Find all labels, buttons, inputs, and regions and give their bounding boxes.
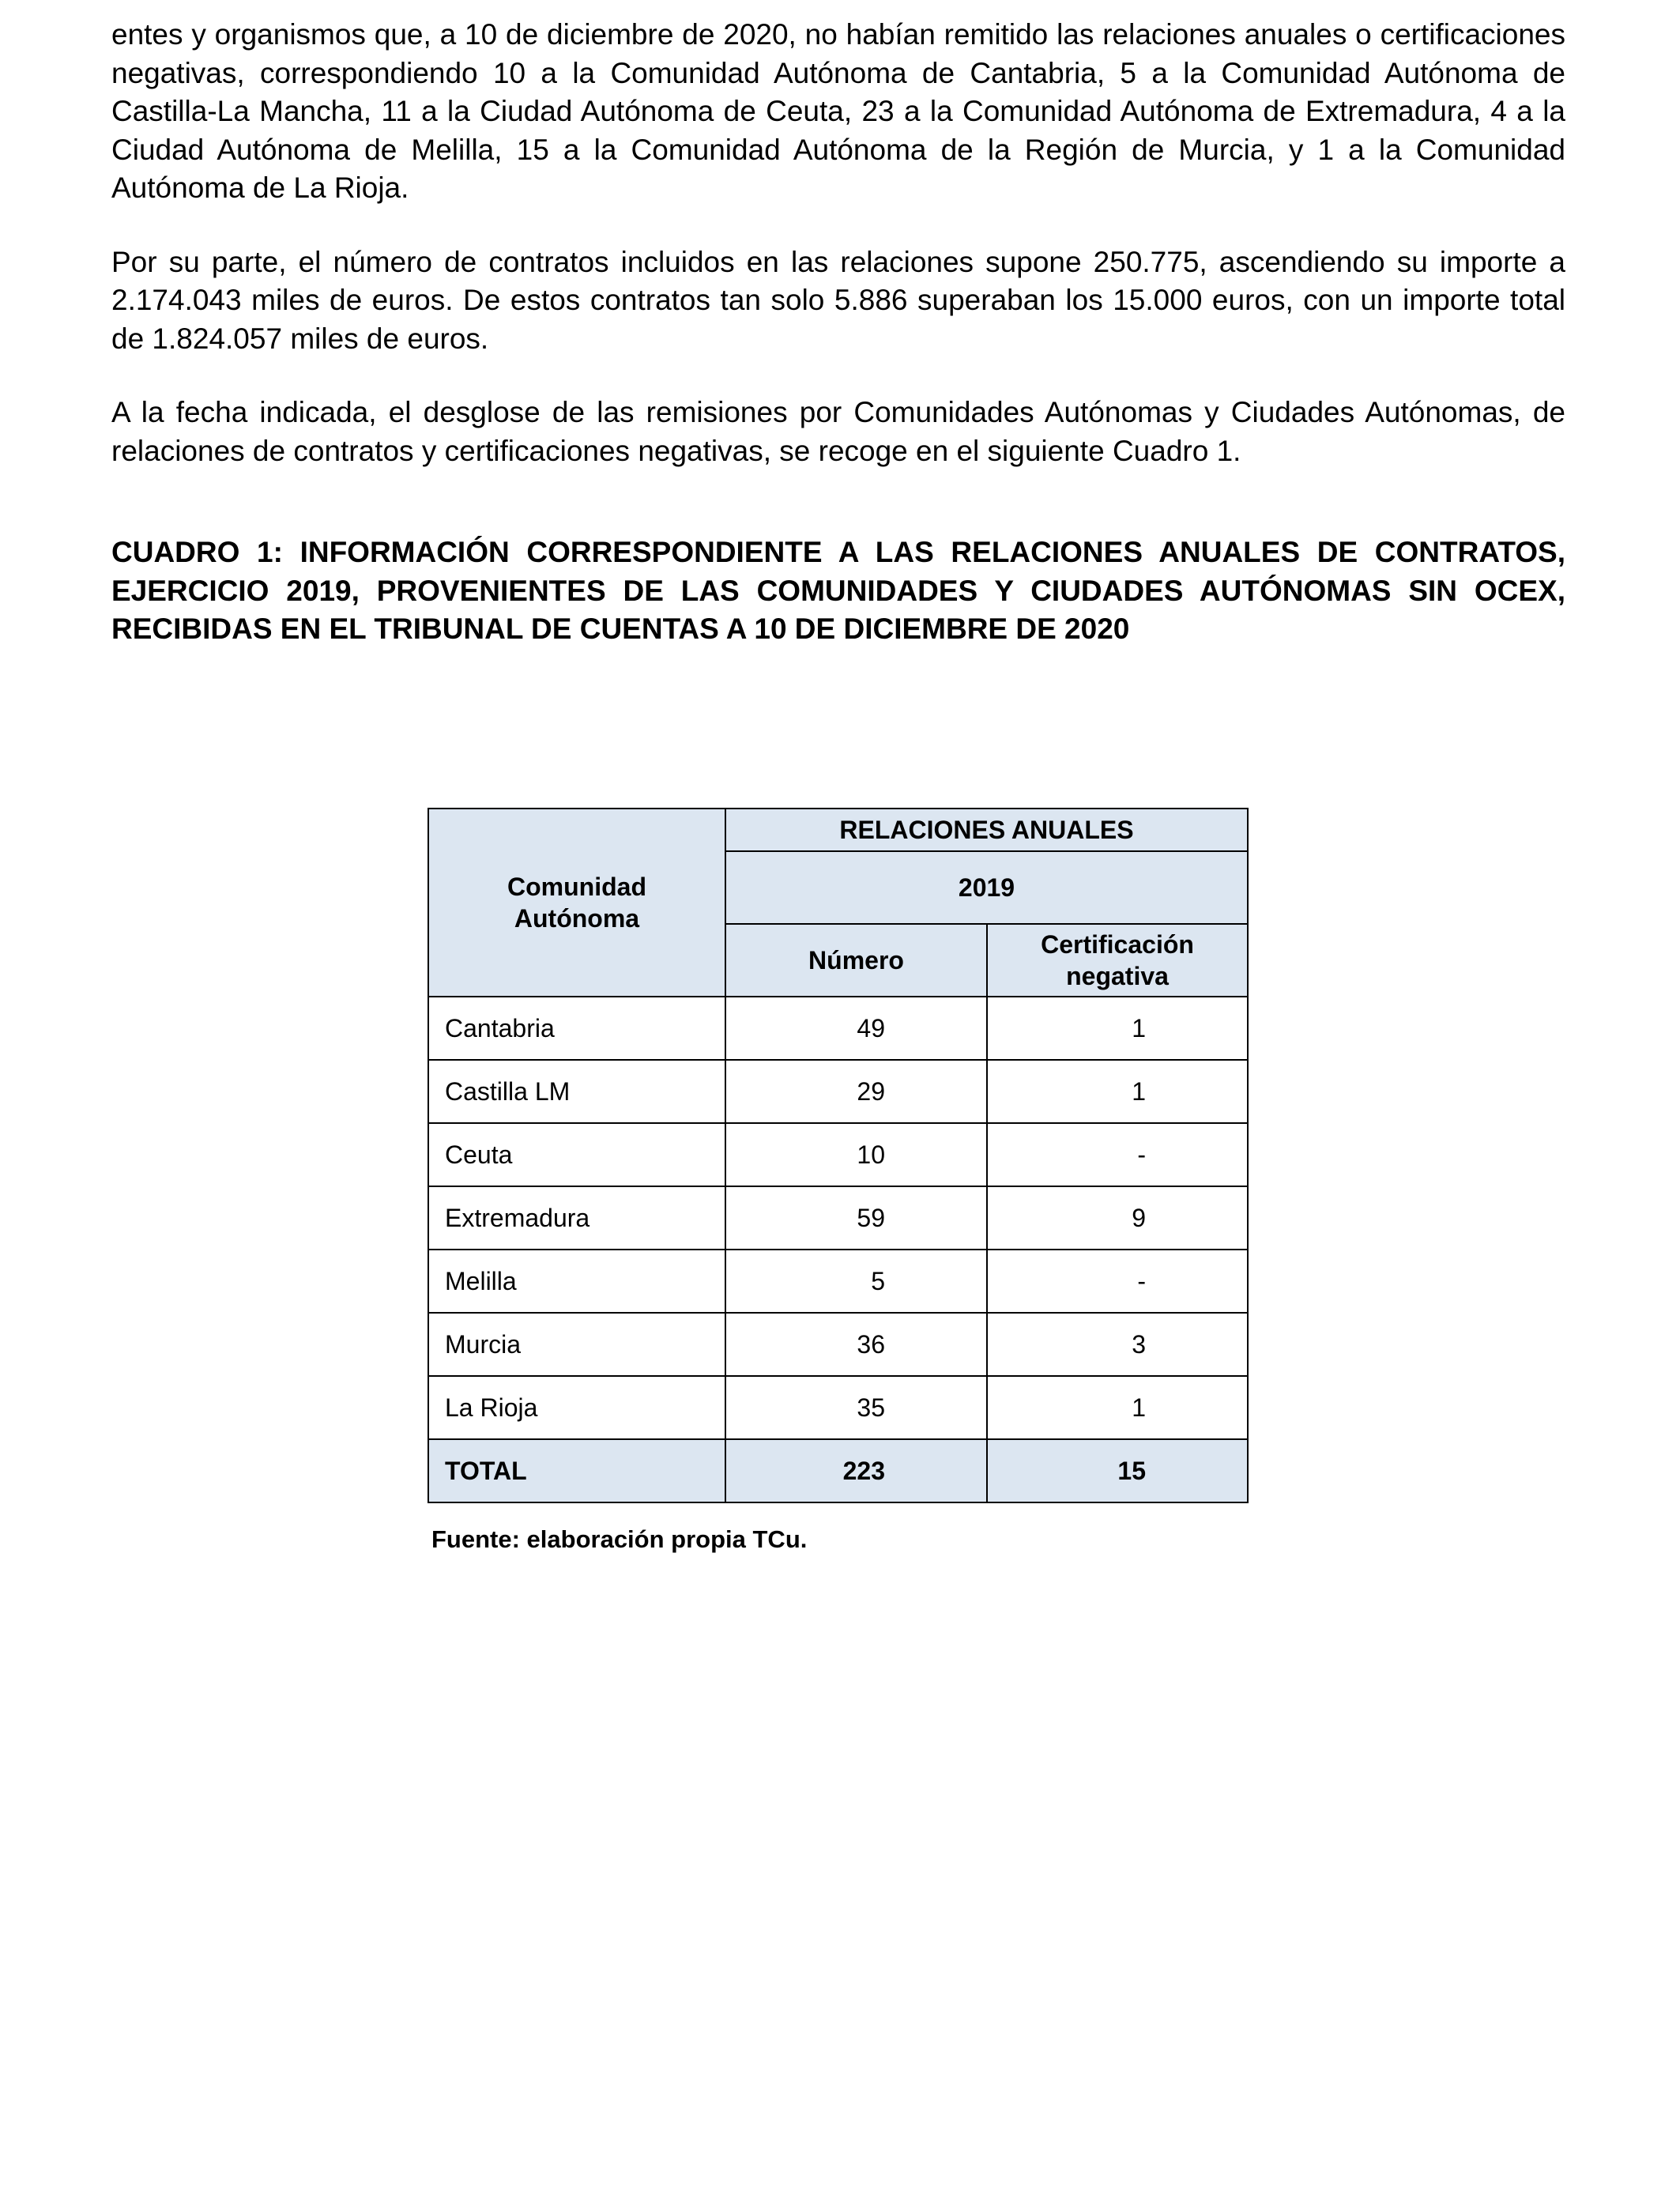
- row-name: La Rioja: [428, 1376, 725, 1439]
- row-cert: 1: [987, 997, 1248, 1060]
- table-row: [428, 1060, 1248, 1123]
- row-name: Ceuta: [428, 1123, 725, 1186]
- row-name: Murcia: [428, 1313, 725, 1376]
- paragraph-remisiones-pendientes: entes y organismos que, a 10 de diciembre de 2020, no habían remitido las relaciones anuales o certificaciones negativas, correspondiendo 10 a la Comunidad Autónoma de Cantabria, 5 a la Comunidad Autónoma de Castilla-La Mancha, 11 a la Ciudad Autónoma de Ceuta, 23 a la Comunidad Autónoma de Extremadura, 4 a la Ciudad Autónoma de Melilla, 15 a la Comunidad Autónoma de la Región de Murcia, y 1 a la Comunidad Autónoma de La Rioja.: [111, 18, 1565, 204]
- row-numero: 5: [725, 1250, 987, 1313]
- row-cert: 9: [987, 1186, 1248, 1250]
- table-row: [428, 1376, 1248, 1439]
- paragraph-numero-contratos: Por su parte, el número de contratos incluidos en las relaciones supone 250.775, ascendiendo su importe a 2.174.043 miles de euros. De estos contratos tan solo 5.886 superaban los 15.000 euros, con un importe total de 1.824.057 miles de euros.: [111, 245, 1565, 355]
- document-body: [111, 16, 1565, 649]
- row-numero: 49: [725, 997, 987, 1060]
- row-cert: -: [987, 1250, 1248, 1313]
- header-comunidad: Comunidad Autónoma: [428, 809, 725, 997]
- header-relaciones-anuales: RELACIONES ANUALES: [725, 809, 1248, 851]
- header-certificacion: Certificación negativa: [987, 924, 1248, 997]
- row-numero: 36: [725, 1313, 987, 1376]
- table-source: Fuente: elaboración propia TCu.: [431, 1525, 808, 1553]
- row-numero: 10: [725, 1123, 987, 1186]
- table-caption: CUADRO 1: INFORMACIÓN CORRESPONDIENTE A LAS RELACIONES ANUALES DE CONTRATOS, EJERCICIO 2019, PROVENIENTES DE LAS COMUNIDADES Y CIUDADES AUTÓNOMAS SIN OCEX, RECIBIDAS EN EL TRIBUNAL DE CUENTAS A 10 DE DICIEMBRE DE 2020: [111, 536, 1565, 645]
- row-name: Castilla LM: [428, 1060, 725, 1123]
- header-numero: Número: [725, 924, 987, 997]
- cuadro-1: [428, 808, 1247, 1554]
- row-cert: -: [987, 1123, 1248, 1186]
- row-numero: 35: [725, 1376, 987, 1439]
- row-name: Melilla: [428, 1250, 725, 1313]
- table-header-row: [428, 809, 1248, 851]
- table-row: [428, 1123, 1248, 1186]
- row-name: Extremadura: [428, 1186, 725, 1250]
- total-numero: 223: [725, 1439, 987, 1502]
- total-label: TOTAL: [428, 1439, 725, 1502]
- table-row: [428, 1313, 1248, 1376]
- table-total-row: [428, 1439, 1248, 1502]
- paragraph-desglose: A la fecha indicada, el desglose de las remisiones por Comunidades Autónomas y Ciudades Autónomas, de relaciones de contratos y certificaciones negativas, se recoge en el siguiente Cuadro 1.: [111, 396, 1565, 467]
- row-cert: 1: [987, 1376, 1248, 1439]
- relaciones-anuales-table: [428, 808, 1249, 1503]
- table-row: [428, 1250, 1248, 1313]
- row-numero: 29: [725, 1060, 987, 1123]
- total-cert: 15: [987, 1439, 1248, 1502]
- table-row: [428, 997, 1248, 1060]
- row-name: Cantabria: [428, 997, 725, 1060]
- header-year: 2019: [725, 851, 1248, 924]
- row-cert: 1: [987, 1060, 1248, 1123]
- table-row: [428, 1186, 1248, 1250]
- row-numero: 59: [725, 1186, 987, 1250]
- row-cert: 3: [987, 1313, 1248, 1376]
